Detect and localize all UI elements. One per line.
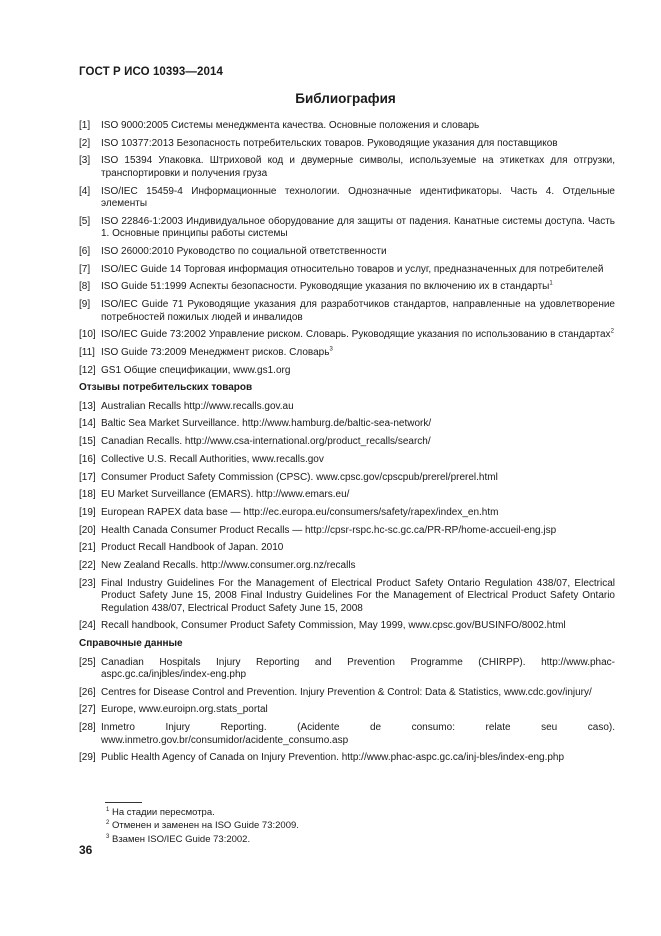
entry-number: [1] [79,120,91,131]
entry-number: [20] [79,524,96,536]
entry-number: [28] [79,722,96,734]
entry-text: Health Canada Consumer Product Recalls — http://cpsr-rspc.hc-sc.gc.ca/PR-RP/home-accueil-eng.jsp [101,524,557,536]
entry-number: [22] [79,559,96,571]
entry-number: [16] [79,453,96,465]
entry-text: New Zealand Recalls. http://www.consumer.org.nz/recalls [101,559,356,571]
entry-number: [23] [79,577,96,589]
bibliography-entry [79,329,615,342]
entry-text: European RAPEX data base — http://ec.europa.eu/consumers/safety/rapex/index_en.htm [101,506,499,518]
entry-text: Canadian Recalls. http://www.csa-international.org/product_recalls/search/ [101,436,431,448]
entry-number: [18] [79,489,96,501]
section-heading: Отзывы потребительских товаров [79,382,253,394]
bibliography-entry [79,525,615,538]
entry-number: [27] [79,704,96,716]
footnote-mark: 1 [106,806,110,813]
footnote-ref: 1 [549,280,553,287]
entry-text: ISO 26000:2010 Руководство по социальной ответственности [101,245,387,257]
entry-text: ISO Guide 73:2009 Менеджмент рисков. Словарь$^3$ [101,346,333,358]
entry-number: [24] [79,620,96,632]
bibliography-entry [79,489,615,502]
entry-number: [29] [79,752,96,764]
bibliography-entry [79,347,615,360]
bibliography-entry [79,299,615,324]
bibliography-entry [79,418,615,431]
bibliography-entry [79,578,615,616]
entry-text: ISO 10377:2013 Безопасность потребительских товаров. Руководящие указания для поставщиков [101,137,558,149]
footnote [106,806,299,819]
bibliography-entry [79,216,615,241]
entry-number: [25] [79,656,96,668]
page-number: 36 [79,843,93,857]
document-header: ГОСТ Р ИСО 10393—2014 [79,66,224,78]
bibliography-group-reference-data [79,638,615,765]
entry-text: Inmetro Injury Reporting. (Acidente de consumo: relate seu caso). www.inmetro.gov.br/consumidor/acidente_consumo.asp [101,722,615,746]
section-heading: Справочные данные [79,638,183,649]
footnotes [106,806,299,846]
bibliography-entry [79,138,615,151]
bibliography-entry [79,186,615,211]
entry-number: [17] [79,471,96,483]
bibliography-entry [79,246,615,259]
footnote-mark: 2 [106,820,110,827]
entry-number: [8] [79,281,91,293]
entry-text: Europe, www.euroipn.org.stats_portal [101,704,268,716]
entry-text: Recall handbook, Consumer Product Safety Commission, May 1999, www.cpsc.gov/BUSINFO/8002.html [101,620,566,632]
entry-text: ISO 22846-1:2003 Индивидуальное оборудование для защиты от падения. Канатные системы доступа. Часть 1. Основные принципы работы системы [101,215,615,240]
entry-text: Consumer Product Safety Commission (CPSC). www.cpsc.gov/cpscpub/prerel/prerel.html [101,471,498,483]
bibliography-entry [79,752,615,765]
entry-text: ISO 15394 Упаковка. Штриховой код и двумерные символы, используемые на этикетках для отгрузки, транспортировки и получения груза [101,155,615,179]
entry-number: [15] [79,436,96,448]
bibliography-entry [79,365,615,378]
bibliography-entry [79,704,615,717]
entry-text: ISO Guide 51:1999 Аспекты безопасности. Руководящие указания по включению их в стандарты$^1$ [101,280,553,293]
entry-text: Final Industry Guidelines For the Management of Electrical Product Safety Ontario Regulation 438/07, Electrical Product Safety June 15, 2008 Final Industry Guidelines For the Management of Electrical Product Safety Ontario Regulation 438/07, Electrical Product Safety June 15, 2008 [101,577,615,614]
bibliography-entry [79,454,615,467]
entry-text: ISO/IEC Guide 71 Руководящие указания для разработчиков стандартов, направленные на удовлетворение потребностей пожилых людей и инвалидов [101,299,615,323]
entry-text: EU Market Surveillance (EMARS). http://www.emars.eu/ [101,489,350,501]
bibliography-entry [79,542,615,555]
entry-text: ISO/IEC Guide 73:2002 Управление риском. Словарь. Руководящие указания по использованию в стандартах$^2$ [101,328,614,341]
entry-number: [5] [79,215,91,227]
bibliography-entry [79,155,615,180]
entry-number: [2] [79,137,91,149]
footnote-ref: 2 [610,328,614,335]
entry-number: [21] [79,542,96,554]
bibliography-entry [79,560,615,573]
footnote-mark: 3 [106,833,110,840]
bibliography-title: Библиография [295,91,396,106]
entry-number: [3] [79,155,91,167]
bibliography-entry [79,281,615,294]
entry-text: ISO/IEC 15459-4 Информационные технологии. Однозначные идентификаторы. Часть 4. Отдельные элементы [101,185,615,210]
bibliography-entry [79,264,615,277]
entry-text: Centres for Disease Control and Prevention. Injury Prevention & Control: Data & Statistics, www.cdc.gov/injury/ [101,686,592,698]
bibliography-entry [79,401,615,414]
bibliography-entry [79,120,615,133]
bibliography-entry [79,507,615,520]
entry-text: Australian Recalls http://www.recalls.gov.au [101,400,294,412]
footnote-text: На стадии пересмотра. [111,807,215,818]
entry-number: [26] [79,686,96,698]
bibliography-entry [79,436,615,449]
bibliography-entry [79,620,615,633]
entry-number: [14] [79,418,96,430]
entry-number: [12] [79,364,96,376]
entry-number: [7] [79,263,91,275]
bibliography-entry [79,687,615,700]
footnote [106,833,299,846]
bibliography-list [79,120,615,770]
bibliography-entry [79,657,615,682]
entry-number: [19] [79,506,96,518]
entry-number: [9] [79,299,91,310]
entry-text: Collective U.S. Recall Authorities, www.recalls.gov [101,453,324,465]
bibliography-group-standards [79,120,615,377]
footnote-ref: 3 [329,346,333,353]
entry-number: [13] [79,400,96,412]
entry-text: Baltic Sea Market Surveillance. http://www.hamburg.de/baltic-sea-network/ [101,418,432,430]
entry-text: Public Health Agency of Canada on Injury Prevention. http://www.phac-aspc.gc.ca/inj-bles/index-eng.php [101,752,565,764]
footnote-text: Взамен ISO/IEC Guide 73:2002. [111,833,251,845]
entry-number: [10] [79,329,96,341]
entry-number: [11] [79,346,95,358]
entry-text: ISO 9000:2005 Системы менеджмента качества. Основные положения и словарь [101,120,480,131]
bibliography-entry [79,722,615,747]
entry-text: GS1 Общие спецификации, www.gs1.org [101,364,291,376]
footnote [106,819,299,832]
bibliography-group-recalls [79,382,615,633]
footnote-text: Отменен и заменен на ISO Guide 73:2009. [111,820,299,832]
entry-number: [4] [79,185,91,197]
entry-text: ISO/IEC Guide 14 Торговая информация относительно товаров и услуг, предназначенных для потребителей [101,263,604,275]
entry-text: Product Recall Handbook of Japan. 2010 [101,542,284,554]
entry-number: [6] [79,245,91,257]
bibliography-entry [79,472,615,485]
footnote-divider [105,802,142,803]
entry-text: Canadian Hospitals Injury Reporting and Prevention Programme (CHIRPP). http://www.phac-aspc.gc.ca/injbles/index-eng.php [101,656,615,680]
